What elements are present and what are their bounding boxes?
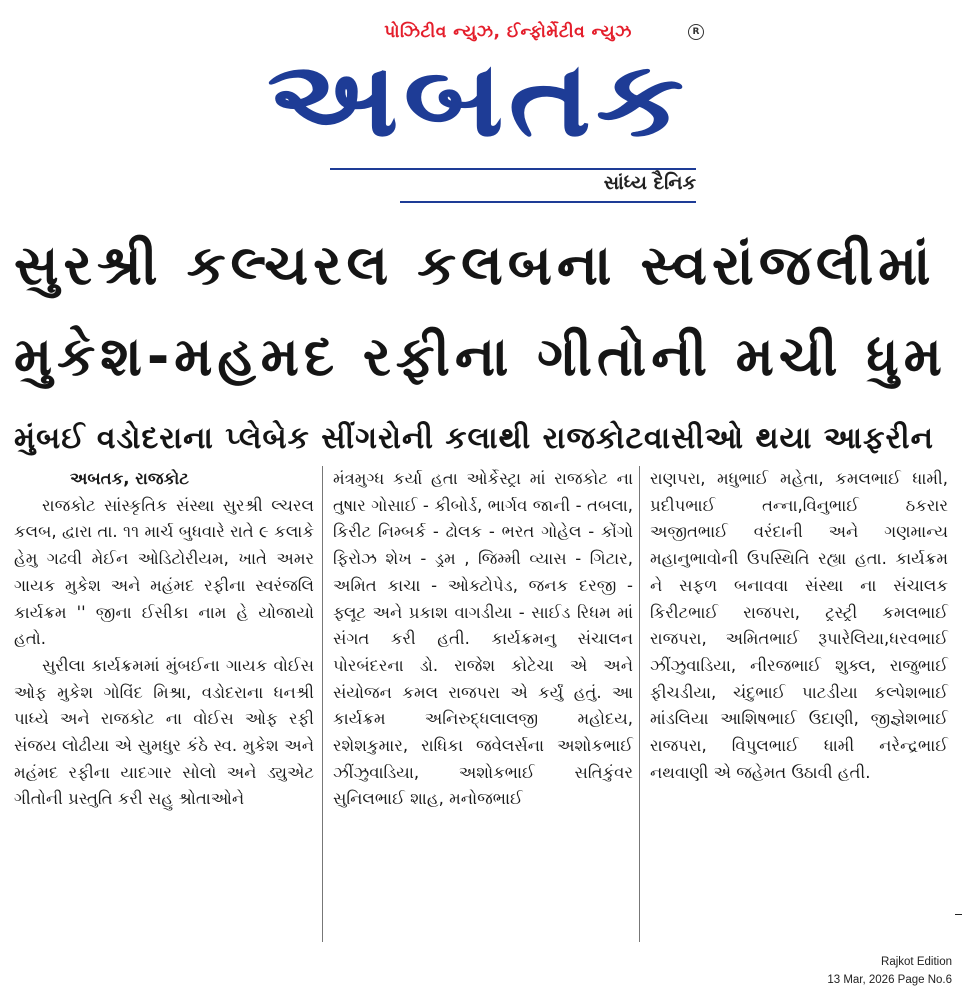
article-paragraph: રાજકોટ સાંસ્કૃતિક સંસ્થા સુરશ્રી લ્ચરલ કલબ, દ્વારા તા. ૧૧ માર્ચ બુધવારે રાતે ૯ કલાકે હેમુ ગઢવી મેઈન ઓડિટોરીયમ, ખાતે અમર ગાયક મુકેશ અને મહંમદ રફીના સ્વરંજલિ કાર્યક્રમ '' જીના ઈસીકા નામ હે યોજાયો હતો. (14, 495, 314, 649)
article-column-3 (650, 466, 948, 786)
masthead (0, 0, 962, 205)
article-column-2 (333, 466, 633, 813)
article-subheadline: મુંબઈ વડોદરાના પ્લેબેક સીંગરોની કલાથી રાજકોટવાસીઓ થયા આફરીન (14, 421, 934, 456)
footer-edition: Rajkot Edition (881, 956, 952, 968)
article-paragraph: રાણપરા, મધુભાઈ મહેતા, કમલભાઈ ધામી, પ્રદીપભાઈ તન્ના,વિનુભાઈ ઠકરાર અજીતભાઈ વરંદાની અને ગણમાન્ય મહાનુભાવોની ઉપસ્થિતિ રહ્યા હતા. કાર્યક્રમ ને સફળ બનાવવા સંસ્થા ના સંચાલક કિરીટભાઈ રાજપરા, ટ્રસ્ટ્રી કમલભાઈ રાજપરા, અમિતભાઈ રૂપારેલિયા,ધરવભાઈ ઝીંઝુવાડિયા, નીરજભાઈ શુક્લ, રાજુભાઈ ફીચડીયા, ચંદુભાઈ પાટડીયા કલ્પેશભાઈ માંડલિયા આશિષભાઈ ઉદાણી, જીજ્ઞેશભાઈ રાજપરા, વિપુલભાઈ ધામી નરેન્દ્રભાઈ નથવાણી એ જહેમત ઉઠાવી હતી. (650, 469, 948, 782)
edge-mark (955, 914, 962, 915)
article-headline-line2: મુકેશ-મહમદ રફીના ગીતોની મચી ધુમ (14, 325, 947, 388)
article-paragraph: સુરીલા કાર્યક્રમમાં મુંબઈના ગાયક વોઈસ ઓફ મુકેશ ગોવિંદ મિશ્રા, વડોદરાના ધનશ્રી પાધ્યે અને રાજકોટ ના વોઈસ ઓફ રફી સંજય લોઢીયા એ સુમધુર કંઠે સ્વ. મુકેશ અને મહંમદ રફીના યાદગાર સોલો અને ડ્યુએટ ગીતોની પ્રસ્તુતિ કરી સહુ શ્રોતાઓને (14, 655, 314, 809)
masthead-rule-bottom (400, 201, 696, 203)
article-headline-line1: સુરશ્રી કલ્ચરલ કલબના સ્વરાંજલીમાં (14, 233, 936, 297)
masthead-rule-top (330, 168, 696, 170)
article-paragraph: મંત્રમુગ્ધ કર્યા હતા ઓર્કેસ્ટ્રા માં રાજકોટ ના તુષાર ગોસાઈ - કીબોર્ડ, ભાર્ગવ જાની - તબલા, કિરીટ નિમ્બર્ક - ઢોલક - ભરત ગોહેલ - કોંગો ફિરોઝ શેખ - ડ્રમ , જિમ્મી વ્યાસ - ગિટાર, અમિત કાચા - ઓક્ટોપેડ, જનક દરજી - ફ્લૂટ અને પ્રકાશ વાગડીયા - સાઈડ રિધમ માં સંગત કરી હતી. કાર્યક્રમનુ સંચાલન પોરબંદરના ડો. રાજેશ કોટેચા એ અને સંયોજન કમલ રાજપરા એ કર્યું હતું. આ કાર્યક્રમ અનિરુદ્ધલાલજી મહોદય, રશેશકુમાર, રાધિકા જવેલર્સના અશોકભાઈ ઝીંઝુવાડિયા, અશોકભાઈ સતિકુંવર સુનિલભાઈ શાહ, મનોજભાઈ (333, 469, 633, 809)
masthead-subtitle: સાંધ્ય દૈનિક (603, 172, 696, 194)
column-divider (639, 466, 640, 942)
column-divider (322, 466, 323, 942)
registered-trademark-icon: R (688, 24, 704, 40)
footer-date-page: 13 Mar, 2026 Page No.6 (827, 974, 952, 986)
article-column-1 (14, 466, 314, 813)
article-dateline: અબતક, રાજકોટ (70, 469, 189, 488)
newspaper-logo: અબતક (267, 38, 689, 160)
masthead-tagline: પોઝિટીવ ન્યુઝ, ઈન્ફોર્મેટીવ ન્યુઝ (384, 22, 632, 42)
